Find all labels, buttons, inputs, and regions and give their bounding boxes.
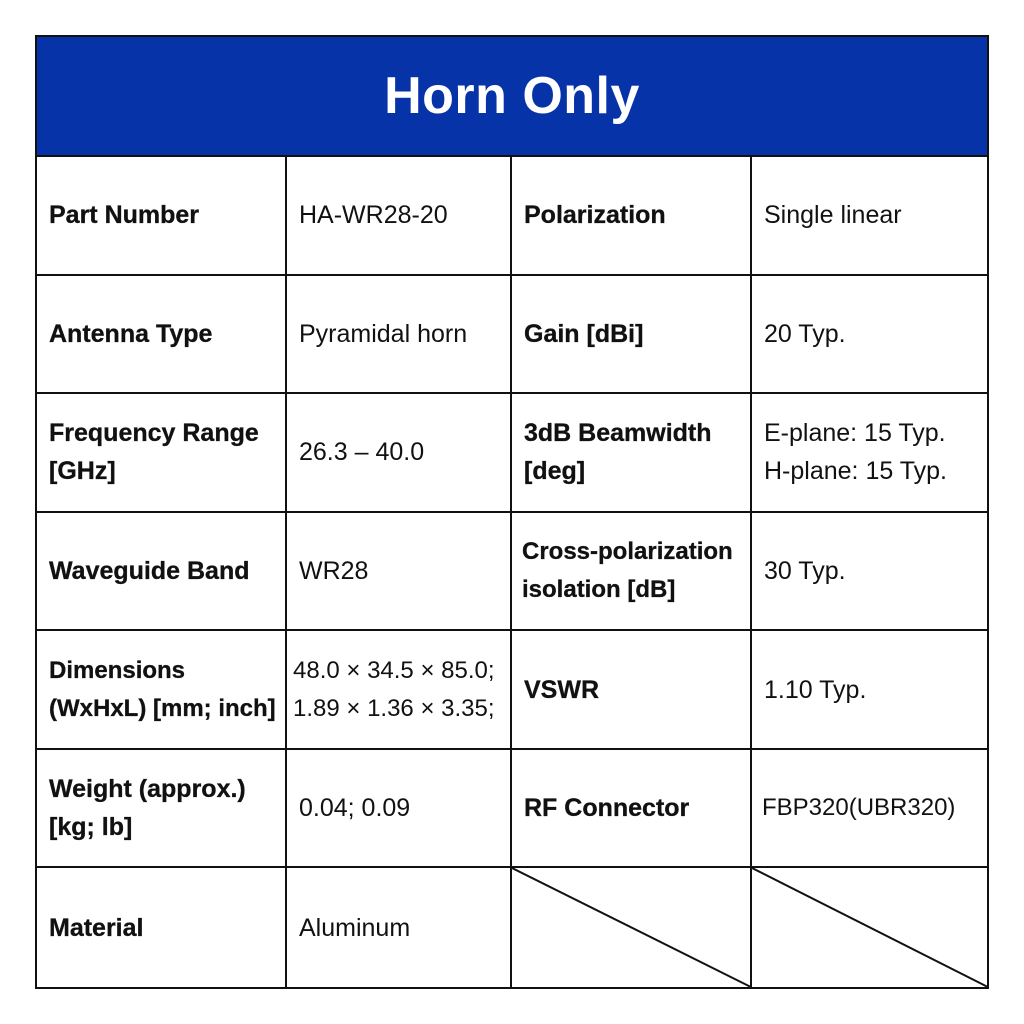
- label-rf-connector: RF Connector: [512, 750, 752, 869]
- label-part-number: Part Number: [37, 157, 287, 276]
- spec-table: [35, 35, 989, 989]
- value-weight: 0.04; 0.09: [287, 750, 512, 869]
- empty-cell-diagonal-1: [512, 868, 752, 987]
- label-vswr: VSWR: [512, 631, 752, 750]
- table-title: Horn Only: [384, 67, 640, 125]
- value-dimensions: 48.0 × 34.5 × 85.0; 1.89 × 1.36 × 3.35;: [287, 631, 512, 750]
- value-gain: 20 Typ.: [752, 276, 987, 395]
- diagonal-line: [752, 868, 987, 987]
- label-antenna-type: Antenna Type: [37, 276, 287, 395]
- label-dimensions: Dimensions (WxHxL) [mm; inch]: [37, 631, 287, 750]
- table-header: [37, 37, 987, 157]
- value-beamwidth: E-plane: 15 Typ. H-plane: 15 Typ.: [752, 394, 987, 513]
- diagonal-line: [512, 868, 750, 987]
- value-rf-connector: FBP320(UBR320): [752, 750, 987, 869]
- label-cross-polarization: Cross-polarization isolation [dB]: [512, 513, 752, 632]
- label-polarization: Polarization: [512, 157, 752, 276]
- label-frequency-range: Frequency Range [GHz]: [37, 394, 287, 513]
- spec-grid: [37, 157, 987, 987]
- value-vswr: 1.10 Typ.: [752, 631, 987, 750]
- label-material: Material: [37, 868, 287, 987]
- empty-cell-diagonal-2: [752, 868, 987, 987]
- value-cross-polarization: 30 Typ.: [752, 513, 987, 632]
- value-part-number: HA-WR28-20: [287, 157, 512, 276]
- label-waveguide-band: Waveguide Band: [37, 513, 287, 632]
- value-waveguide-band: WR28: [287, 513, 512, 632]
- value-antenna-type: Pyramidal horn: [287, 276, 512, 395]
- label-weight: Weight (approx.) [kg; lb]: [37, 750, 287, 869]
- label-beamwidth: 3dB Beamwidth [deg]: [512, 394, 752, 513]
- value-frequency-range: 26.3 – 40.0: [287, 394, 512, 513]
- label-gain: Gain [dBi]: [512, 276, 752, 395]
- value-material: Aluminum: [287, 868, 512, 987]
- value-polarization: Single linear: [752, 157, 987, 276]
